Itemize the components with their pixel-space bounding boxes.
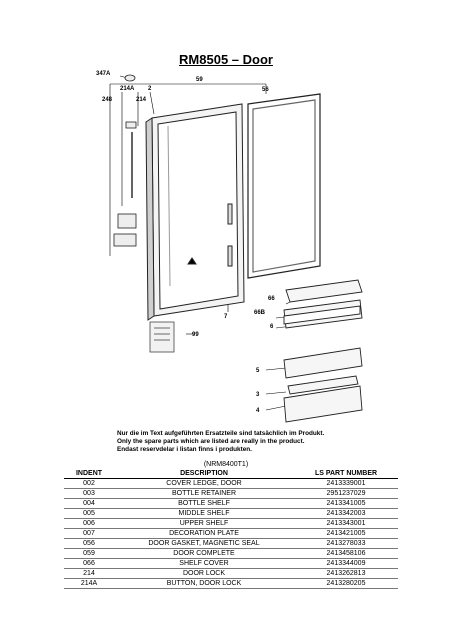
table-row [64, 569, 398, 579]
indent-cell: 004 [64, 499, 114, 509]
indent-cell: 214 [64, 569, 114, 579]
part-number-cell: 2413421005 [294, 529, 398, 539]
table-row [64, 519, 398, 529]
model-code: (NRM8400T1) [203, 461, 249, 468]
page-title: RM8505 – Door [179, 52, 273, 67]
door-frame [146, 104, 244, 320]
description-cell: UPPER SHELF [114, 519, 294, 529]
exploded-door-diagram [88, 66, 378, 426]
callout-3: 3 [256, 392, 260, 398]
part-number-cell: 2413262813 [294, 569, 398, 579]
description-cell: DOOR COMPLETE [114, 549, 294, 559]
callout-347A: 347A [96, 71, 111, 77]
table-row [64, 529, 398, 539]
callout-5: 5 [256, 368, 260, 374]
note-german: Nur die im Text aufgeführten Ersatzteile sind tatsächlich im Produkt. [117, 430, 325, 437]
decoration-plate [150, 322, 174, 352]
description-cell: MIDDLE SHELF [114, 509, 294, 519]
middle-shelf [284, 348, 362, 378]
table-header-row [64, 469, 398, 479]
indent-cell: 059 [64, 549, 114, 559]
door-lock-parts [114, 75, 136, 246]
part-number-cell: 2951237029 [294, 489, 398, 499]
part-number-cell: 2413278033 [294, 539, 398, 549]
table-row [64, 489, 398, 499]
callout-6: 6 [270, 324, 274, 330]
callout-99: 99 [192, 332, 199, 338]
callout-248: 248 [102, 97, 113, 103]
door-gasket [248, 94, 320, 278]
description-cell: DOOR GASKET, MAGNETIC SEAL [114, 539, 294, 549]
header-description: DESCRIPTION [114, 469, 294, 479]
indent-cell: 002 [64, 479, 114, 489]
callout-56: 56 [262, 87, 269, 93]
part-number-cell: 2413339001 [294, 479, 398, 489]
indent-cell: 005 [64, 509, 114, 519]
indent-cell: 214A [64, 579, 114, 589]
upper-shelf [284, 280, 362, 328]
parts-table [64, 469, 398, 589]
header-part-number: LS PART NUMBER [294, 469, 398, 479]
table-row [64, 509, 398, 519]
table-row [64, 499, 398, 509]
description-cell: BOTTLE RETAINER [114, 489, 294, 499]
description-cell: DOOR LOCK [114, 569, 294, 579]
indent-cell: 056 [64, 539, 114, 549]
callout-214: 214 [136, 97, 147, 103]
indent-cell: 006 [64, 519, 114, 529]
bottle-shelf [284, 376, 362, 422]
description-cell: COVER LEDGE, DOOR [114, 479, 294, 489]
indent-cell: 003 [64, 489, 114, 499]
indent-cell: 066 [64, 559, 114, 569]
availability-notes [117, 430, 324, 454]
note-swedish: Endast reservdelar i listan finns i produkten. [117, 446, 252, 453]
callout-59: 59 [196, 77, 203, 83]
callout-7: 7 [224, 314, 228, 320]
table-row [64, 539, 398, 549]
description-cell: DECORATION PLATE [114, 529, 294, 539]
part-number-cell: 2413280205 [294, 579, 398, 589]
callout-2: 2 [148, 86, 152, 92]
header-indent: INDENT [64, 469, 114, 479]
callout-66B: 66B [254, 310, 266, 316]
door-parts-drawing [88, 66, 378, 426]
indent-cell: 007 [64, 529, 114, 539]
note-english: Only the spare parts which are listed are really in the product. [117, 438, 305, 445]
table-row [64, 559, 398, 569]
table-row [64, 479, 398, 489]
callout-66: 66 [268, 296, 275, 302]
callout-4: 4 [256, 408, 260, 414]
part-number-cell: 2413343001 [294, 519, 398, 529]
description-cell: BUTTON, DOOR LOCK [114, 579, 294, 589]
table-row [64, 579, 398, 589]
part-number-cell: 2413344009 [294, 559, 398, 569]
description-cell: SHELF COVER [114, 559, 294, 569]
description-cell: BOTTLE SHELF [114, 499, 294, 509]
part-number-cell: 2413342003 [294, 509, 398, 519]
callout-214A: 214A [120, 86, 135, 92]
table-row [64, 549, 398, 559]
part-number-cell: 2413458106 [294, 549, 398, 559]
part-number-cell: 2413341005 [294, 499, 398, 509]
